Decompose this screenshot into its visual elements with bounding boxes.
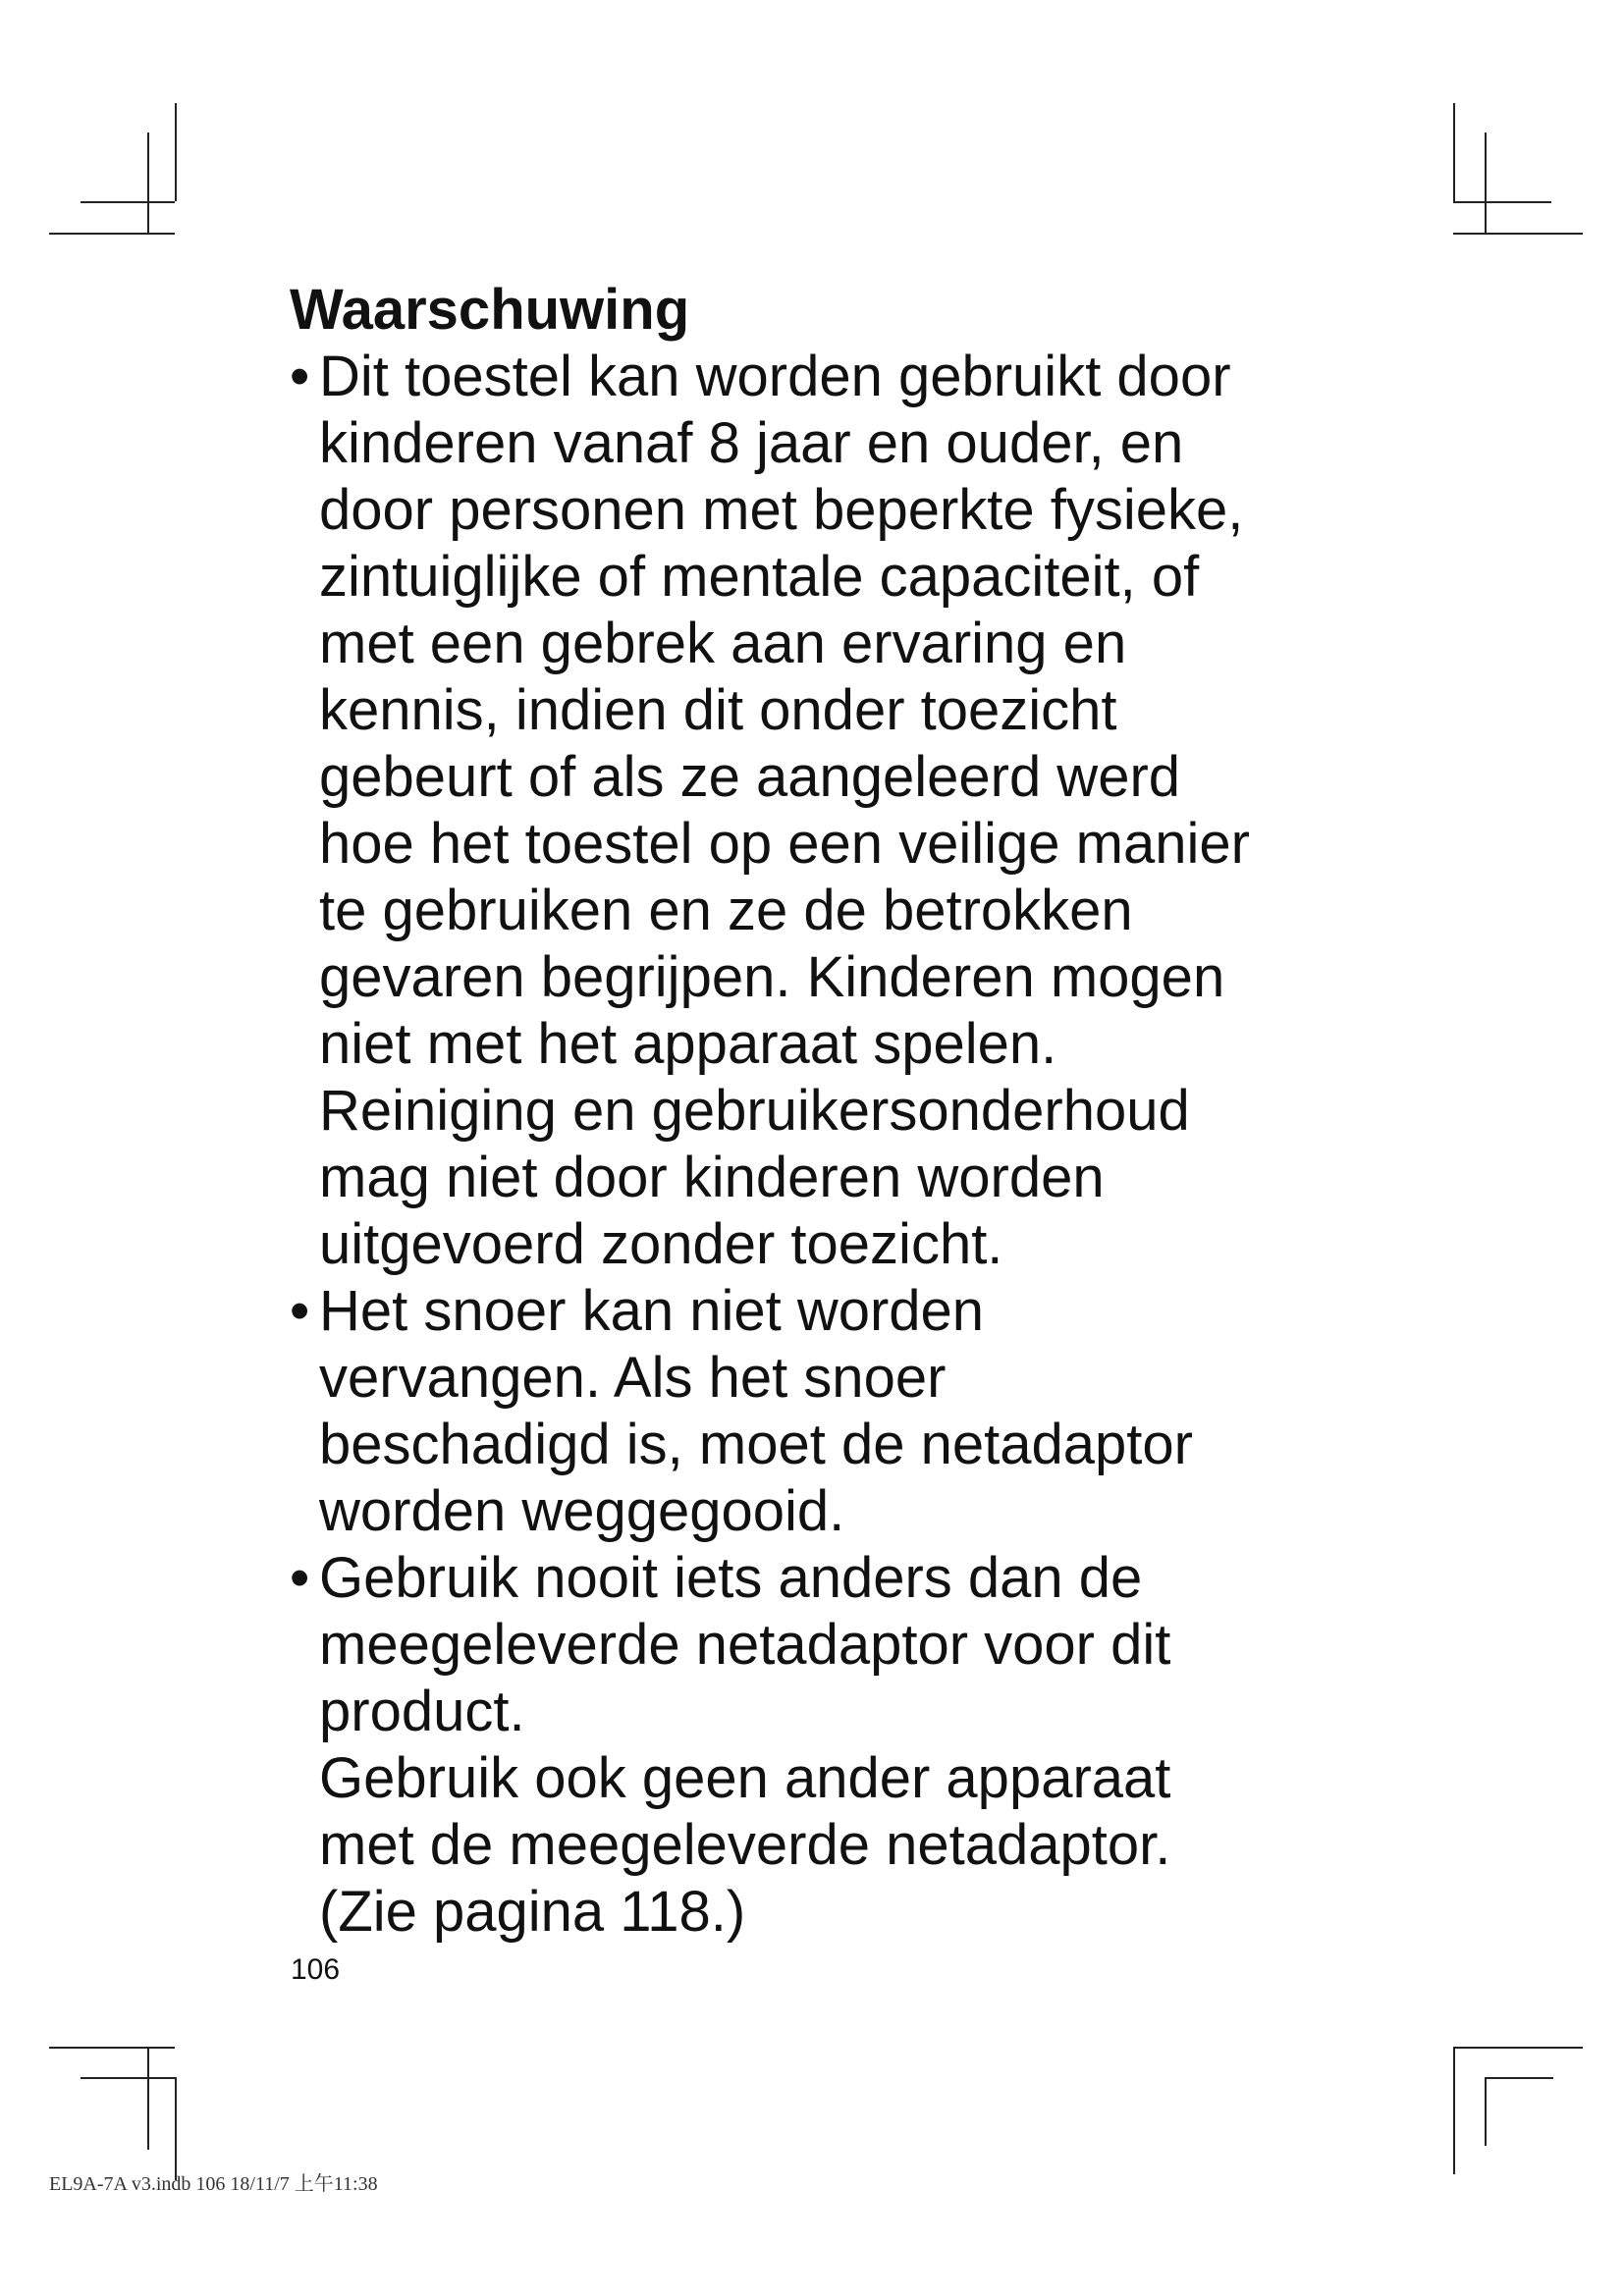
text-line: Gebruik ook geen ander apparaat: [319, 1746, 1171, 1810]
crop-mark-top-right-h1: [1453, 233, 1583, 235]
crop-mark-top-right-v2: [1485, 133, 1487, 234]
text-line: meegeleverde netadaptor voor dit: [319, 1613, 1171, 1677]
crop-mark-top-left-h2: [81, 201, 175, 203]
crop-mark-top-right-v1: [1453, 103, 1455, 201]
text-line: (Zie pagina 118.): [319, 1880, 746, 1944]
text-line: vervangen. Als het snoer: [319, 1346, 947, 1410]
warning-list-item: [290, 1278, 1370, 1545]
text-line: niet met het apparaat spelen.: [319, 1012, 1057, 1076]
text-line: Het snoer kan niet worden: [319, 1279, 985, 1343]
crop-mark-top-left-v1: [147, 133, 149, 234]
text-line: door personen met beperkte fysieke,: [319, 478, 1244, 542]
warning-paragraph: [319, 1078, 1370, 1278]
crop-mark-bottom-left-v1: [147, 2047, 149, 2150]
bullet-dot: •: [290, 345, 310, 408]
text-line: zintuiglijke of mentale capaciteit, of: [319, 545, 1200, 609]
warning-list-item: [290, 344, 1370, 1278]
crop-mark-top-left-h1: [49, 233, 175, 235]
crop-mark-bottom-left-v2: [175, 2077, 177, 2180]
text-line: beschadigd is, moet de netadaptor: [319, 1413, 1193, 1476]
text-line: met de meegeleverde netadaptor.: [319, 1813, 1171, 1877]
bullet-dot: •: [290, 1279, 310, 1343]
crop-mark-bottom-right-h2: [1485, 2077, 1553, 2079]
warning-list-item: [290, 1545, 1370, 1946]
warning-heading: Waarschuwing: [290, 278, 690, 342]
crop-mark-top-left-v2: [175, 103, 177, 201]
crop-mark-bottom-right-h1: [1453, 2047, 1583, 2049]
crop-mark-bottom-right-v1: [1453, 2047, 1455, 2174]
crop-mark-bottom-left-h2: [81, 2077, 175, 2079]
page-number: 106: [291, 1953, 341, 1986]
warning-section: [290, 277, 1370, 1946]
text-line: product.: [319, 1680, 525, 1743]
bullet-dot: •: [290, 1546, 310, 1610]
warning-paragraph: [319, 1745, 1370, 1946]
text-line: te gebruiken en ze de betrokken: [319, 879, 1133, 942]
text-line: uitgevoerd zonder toezicht.: [319, 1212, 1003, 1276]
crop-mark-bottom-left-h1: [49, 2047, 175, 2049]
text-line: gevaren begrijpen. Kinderen mogen: [319, 945, 1225, 1009]
text-line: Dit toestel kan worden gebruikt door: [319, 345, 1231, 408]
text-line: Reiniging en gebruikersonderhoud: [319, 1079, 1190, 1143]
warning-paragraph: [319, 344, 1370, 1078]
crop-mark-top-right-h2: [1453, 201, 1551, 203]
warning-paragraph: [319, 1545, 1370, 1745]
text-line: kennis, indien dit onder toezicht: [319, 678, 1117, 742]
text-line: mag niet door kinderen worden: [319, 1146, 1105, 1209]
warning-list: [290, 344, 1370, 1946]
text-line: Gebruik nooit iets anders dan de: [319, 1546, 1143, 1610]
text-line: met een gebrek aan ervaring en: [319, 612, 1127, 675]
text-line: gebeurt of als ze aangeleerd werd: [319, 745, 1181, 809]
text-line: hoe het toestel op een veilige manier: [319, 812, 1250, 876]
print-slug-footer: EL9A-7A v3.indb 106 18/11/7 上午11:38: [49, 2173, 378, 2195]
text-line: kinderen vanaf 8 jaar en ouder, en: [319, 411, 1184, 475]
warning-paragraph: [319, 1278, 1370, 1545]
crop-mark-bottom-right-v2: [1485, 2077, 1487, 2146]
text-line: worden weggegooid.: [319, 1479, 845, 1543]
